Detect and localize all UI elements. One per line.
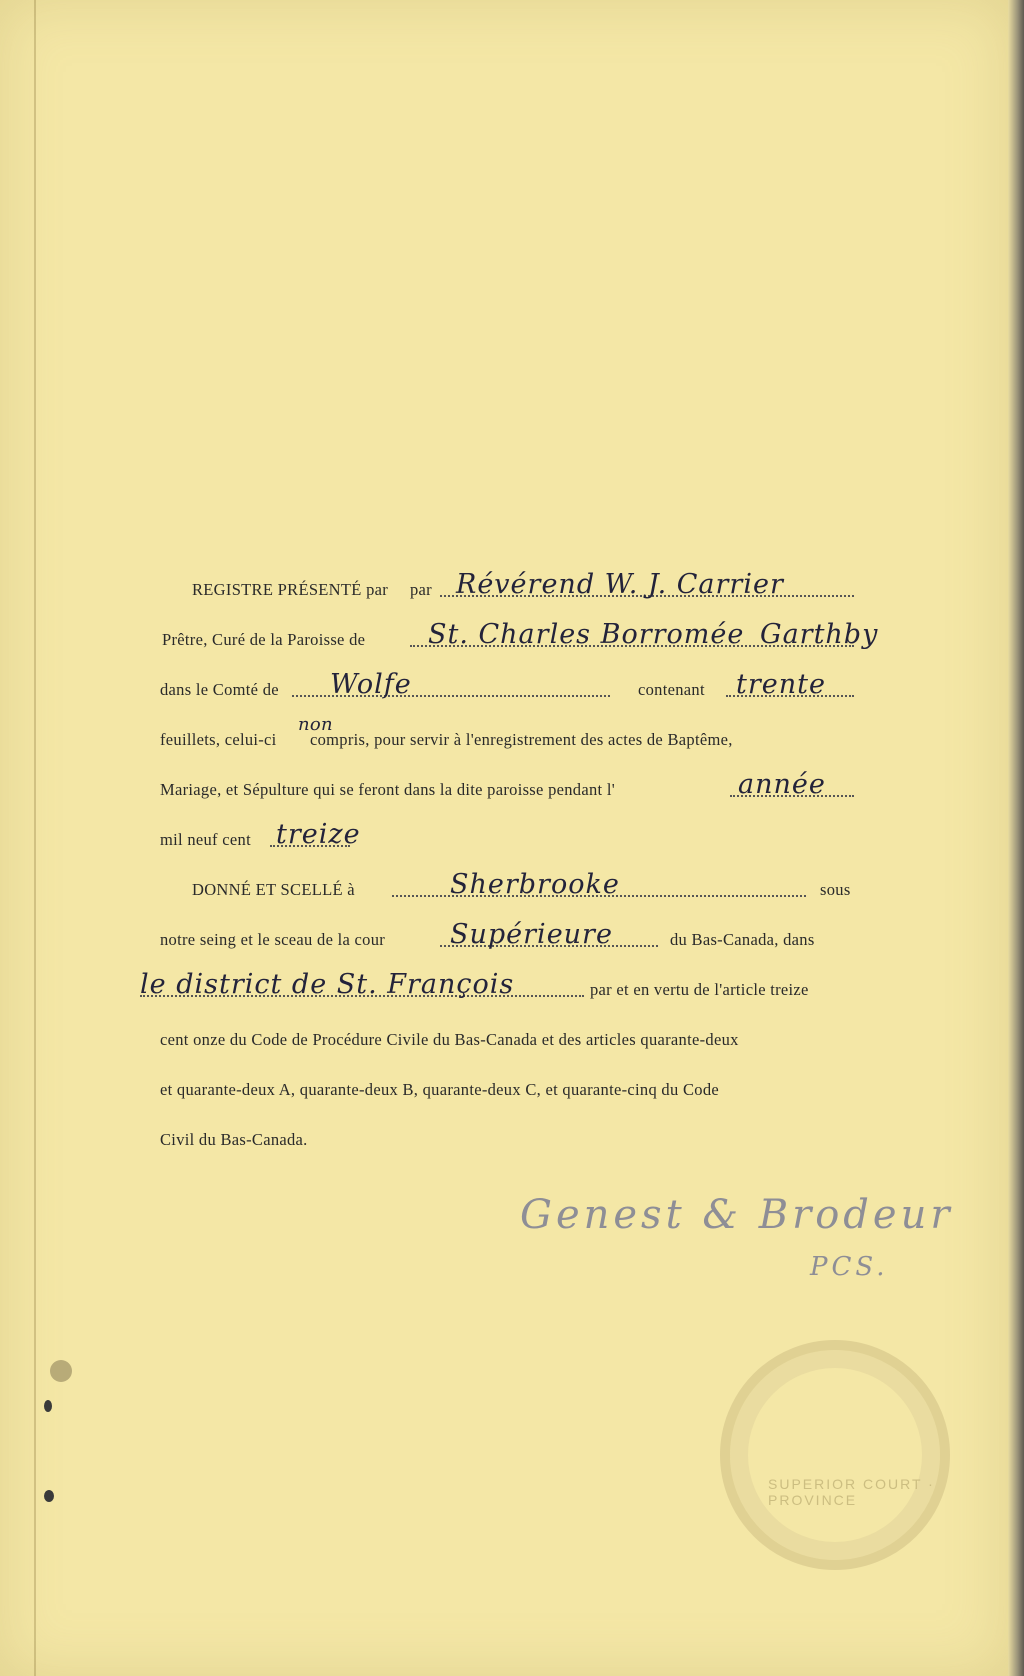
printed-text: Civil du Bas-Canada. (160, 1130, 308, 1149)
signature: Genest & Brodeur (520, 1192, 954, 1238)
printed-text: Prêtre, Curé de la Paroisse de (162, 630, 366, 649)
register-line-3 (160, 669, 856, 704)
handwritten-court: Supérieure (450, 919, 613, 950)
handwritten-insert: non (298, 714, 333, 735)
punch-mark (44, 1400, 52, 1412)
register-line-5 (160, 769, 856, 804)
handwritten-parish-2: Garthby (760, 619, 879, 650)
printed-text: notre seing et le sceau de la cour (160, 930, 386, 949)
signature-initials: PCS. (810, 1252, 889, 1282)
register-line-7 (160, 869, 856, 904)
handwritten-year: treize (276, 819, 361, 850)
register-line-12 (160, 1124, 856, 1154)
register-line-1 (160, 569, 856, 604)
handwritten-parish: St. Charles Borromée (428, 619, 745, 650)
printed-text: mil neuf cent (160, 830, 251, 849)
register-line-11 (160, 1074, 856, 1104)
punch-hole (50, 1360, 72, 1382)
printed-text: dans le Comté de (160, 680, 279, 699)
handwritten-district: le district de St. François (140, 969, 515, 1000)
handwritten-period: année (738, 769, 826, 800)
handwritten-presenter: Révérend W. J. Carrier (456, 569, 784, 600)
printed-par: par (410, 580, 432, 599)
printed-text: sous (820, 880, 851, 899)
page-edge (1008, 0, 1024, 1676)
printed-text: par et en vertu de l'article treize (590, 980, 809, 999)
register-line-2 (160, 619, 879, 654)
handwritten-count: trente (736, 669, 826, 700)
register-line-4 (160, 714, 856, 754)
court-seal (720, 1340, 950, 1570)
printed-text: et quarante-deux A, quarante-deux B, quarante-deux C, et quarante-cinq du Code (160, 1080, 719, 1099)
register-line-6 (160, 819, 856, 854)
register-line-9 (140, 969, 856, 1004)
handwritten-county: Wolfe (330, 669, 412, 700)
printed-text: DONNÉ ET SCELLÉ à (192, 880, 355, 899)
printed-text: cent onze du Code de Procédure Civile du Bas-Canada et des articles quarante-deux (160, 1030, 739, 1049)
seal-text: SUPERIOR COURT · PROVINCE (768, 1476, 935, 1508)
printed-text: feuillets, celui-ci (160, 730, 277, 749)
page-fold (34, 0, 36, 1676)
register-line-10 (160, 1024, 856, 1054)
printed-text: compris, pour servir à l'enregistrement des actes de Baptême, (310, 730, 733, 749)
handwritten-place: Sherbrooke (450, 869, 620, 900)
printed-text: du Bas-Canada, dans (670, 930, 815, 949)
printed-text: Mariage, et Sépulture qui se feront dans la dite paroisse pendant l' (160, 780, 615, 799)
printed-text: REGISTRE PRÉSENTÉ par (192, 580, 389, 599)
printed-text: contenant (638, 680, 705, 699)
punch-mark (44, 1490, 54, 1502)
register-line-8 (160, 919, 856, 954)
